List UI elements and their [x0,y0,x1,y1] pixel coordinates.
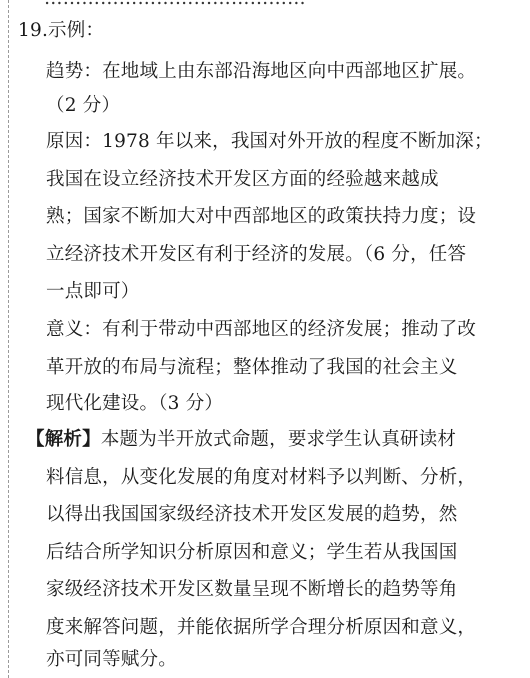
reason-line-3: 熟；国家不断加大对中西部地区的政策扶持力度；设 [46,206,477,227]
cropped-top-line [44,0,306,10]
analysis-line-4: 后结合所学知识分析原因和意义；学生若从我国国 [46,542,458,563]
example-label: 示例： [48,20,105,41]
significance-line-2: 革开放的布局与流程；整体推动了我国的社会主义 [46,357,458,378]
dashed-margin-line [8,0,9,678]
analysis-line-7: 亦可同等赋分。 [46,649,177,670]
reason-line-1: 原因：1978 年以来，我国对外开放的程度不断加深； [46,131,493,152]
reason-line-2: 我国在设立经济技术开发区方面的经验越来越成 [46,169,439,190]
reason-line-4: 立经济技术开发区有利于经济的发展。（6 分，任答 [46,244,467,265]
analysis-line-5: 家级经济技术开发区数量呈现不断增长的趋势等角 [46,579,458,600]
question-header [18,20,104,42]
analysis-line-6: 度来解答问题，并能依据所学合理分析原因和意义， [46,617,477,638]
reason-line-5: 一点即可） [46,281,140,302]
analysis-label: 【解析】 [26,429,101,450]
analysis-line-3: 以得出我国国家级经济技术开发区发展的趋势，然 [46,504,458,525]
significance-line-1: 意义：有利于带动中西部地区的经济发展；推动了改 [46,319,477,340]
significance-line-3: 现代化建设。（3 分） [46,393,224,414]
analysis-line-1 [26,429,456,451]
question-number: 19. [18,20,49,41]
trend-line-2: （2 分） [46,95,121,116]
analysis-text-1: 本题为半开放式命题，要求学生认真研读材 [100,429,457,450]
trend-line-1: 趋势：在地域上由东部沿海地区向中西部地区扩展。 [46,61,477,82]
analysis-line-2: 料信息，从变化发展的角度对材料予以判断、分析， [46,467,477,488]
